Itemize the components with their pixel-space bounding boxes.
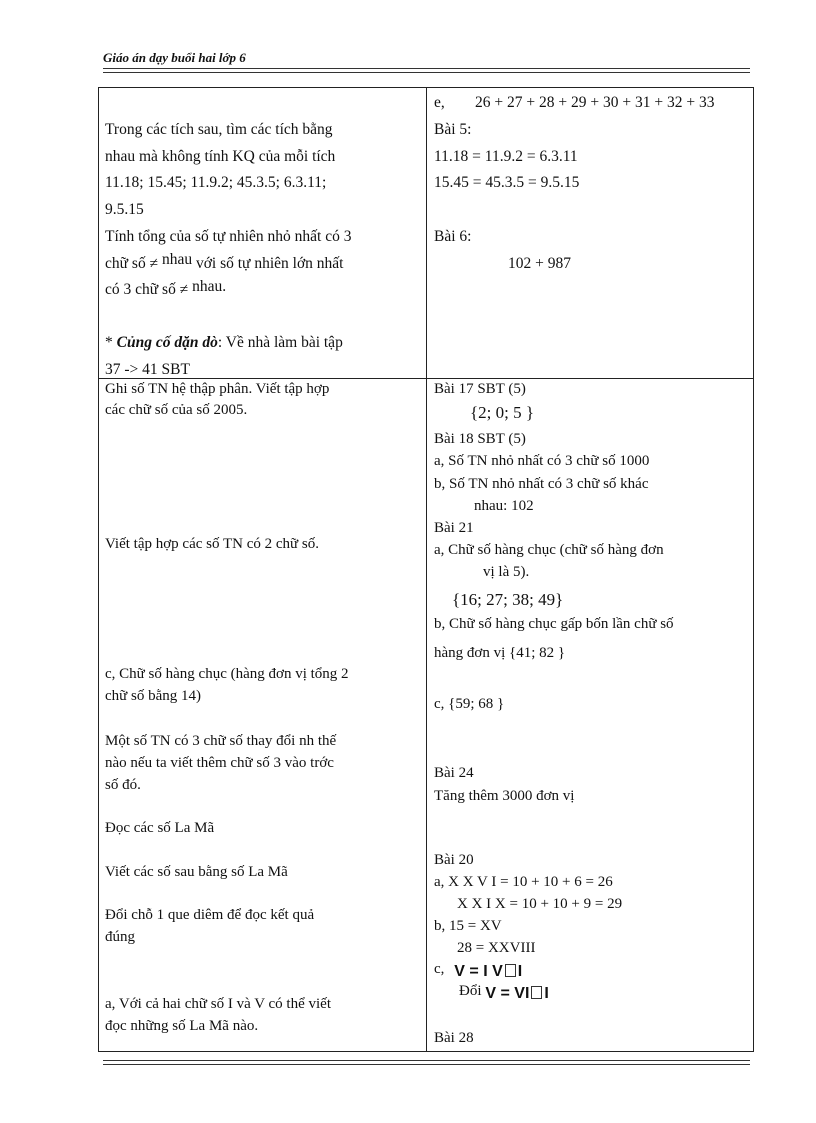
bai-21-title: Bài 21 [434, 520, 474, 536]
consolidation-heading: Củng cố dặn dò [116, 334, 218, 351]
left-text-line: Đọc các số La Mã [105, 820, 215, 836]
left-text-line: số đó. [105, 777, 141, 793]
bai-24-title: Bài 24 [434, 765, 474, 781]
table-column-divider [426, 87, 427, 1052]
matchstick-box-icon [505, 964, 516, 977]
right-text-line: c, {59; 68 } [434, 696, 505, 712]
q2-line-3: có 3 chữ số ≠ nhau. [105, 278, 227, 298]
bai-5-eq1: 11.18 = 11.9.2 = 6.3.11 [434, 148, 578, 165]
q1-line: Trong các tích sau, tìm các tích bằng [105, 121, 333, 138]
left-text-line: Ghi số TN hệ thập phân. Viết tập hợp [105, 381, 330, 397]
roman-matchstick-c: c, V = I V I [434, 961, 523, 980]
right-text-line: nhau: 102 [474, 498, 534, 514]
left-text-line: Viết tập hợp các số TN có 2 chữ số. [105, 536, 319, 552]
bai-6-sum: 102 + 987 [508, 255, 571, 272]
right-text-line: 28 = XXVIII [457, 940, 536, 956]
bai-6-title: Bài 6: [434, 228, 472, 245]
left-text-line: Đổi chỗ 1 que diêm để đọc kết quả [105, 907, 315, 923]
right-text-line: b, Chữ số hàng chục gấp bốn lần chữ số [434, 616, 674, 632]
footer-rule-bottom [103, 1064, 750, 1065]
q1-line: 11.18; 15.45; 11.9.2; 45.3.5; 6.3.11; [105, 174, 327, 191]
right-text-line: X X I X = 10 + 10 + 9 = 29 [457, 896, 623, 912]
header-rule-top [103, 68, 750, 69]
bai-17-title: Bài 17 SBT (5) [434, 381, 526, 397]
right-text-line: a, X X V I = 10 + 10 + 6 = 26 [434, 874, 613, 890]
left-text-line: đúng [105, 929, 135, 945]
roman-matchstick-swap: Đổi V = VI I [459, 983, 549, 1002]
right-text-line: vị là 5). [483, 564, 530, 580]
left-text-line: chữ số bằng 14) [105, 688, 202, 704]
expr-e: 26 + 27 + 28 + 29 + 30 + 31 + 32 + 33 [475, 94, 715, 111]
right-text-line: a, Chữ số hàng chục (chữ số hàng đơn [434, 542, 664, 558]
set-2-digit: {16; 27; 38; 49} [452, 590, 564, 609]
q2-line: Tính tổng của số tự nhiên nhỏ nhất có 3 [105, 228, 352, 245]
expr-e-label: e, [434, 94, 445, 111]
bai-28-title: Bài 28 [434, 1030, 474, 1046]
q2-line-2: chữ số ≠ nhau với số tự nhiên lớn nhất [105, 251, 344, 272]
right-text-line: Tăng thêm 3000 đơn vị [434, 788, 575, 804]
consolidation-line: * Củng cố dặn dò: Về nhà làm bài tập [105, 334, 343, 351]
table-row-divider [98, 378, 754, 379]
matchstick-box-icon [531, 986, 542, 999]
page-header-title: Giáo án dạy buổi hai lớp 6 [103, 50, 246, 65]
set-2005-digits: {2; 0; 5 } [470, 403, 535, 422]
right-text-line: b, 15 = XV [434, 918, 502, 934]
footer-rule-top [103, 1060, 750, 1061]
left-text-line: nào nếu ta viết thêm chữ số 3 vào trớc [105, 755, 334, 771]
bai-20-title: Bài 20 [434, 852, 474, 868]
right-text-line: hàng đơn vị {41; 82 } [434, 645, 566, 661]
left-text-line: a, Với cả hai chữ số I và V có thể viết [105, 996, 332, 1012]
left-text-line: Viết các số sau bằng số La Mã [105, 864, 288, 880]
right-text-line: a, Số TN nhỏ nhất có 3 chữ số 1000 [434, 453, 650, 469]
q1-line: nhau mà không tính KQ của mỗi tích [105, 148, 336, 165]
bai-5-eq2: 15.45 = 45.3.5 = 9.5.15 [434, 174, 580, 191]
right-text-line: b, Số TN nhỏ nhất có 3 chữ số khác [434, 476, 649, 492]
header-rule-bottom [103, 72, 750, 73]
left-text-line: Một số TN có 3 chữ số thay đổi nh thế [105, 733, 337, 749]
q1-line: 9.5.15 [105, 201, 144, 218]
left-text-line: đọc những số La Mã nào. [105, 1018, 259, 1034]
bai-18-title: Bài 18 SBT (5) [434, 431, 526, 447]
left-text-line: các chữ số của số 2005. [105, 402, 248, 418]
left-text-line: c, Chữ số hàng chục (hàng đơn vị tổng 2 [105, 666, 349, 682]
consolidation-line-2: 37 -> 41 SBT [105, 361, 190, 378]
bai-5-title: Bài 5: [434, 121, 472, 138]
